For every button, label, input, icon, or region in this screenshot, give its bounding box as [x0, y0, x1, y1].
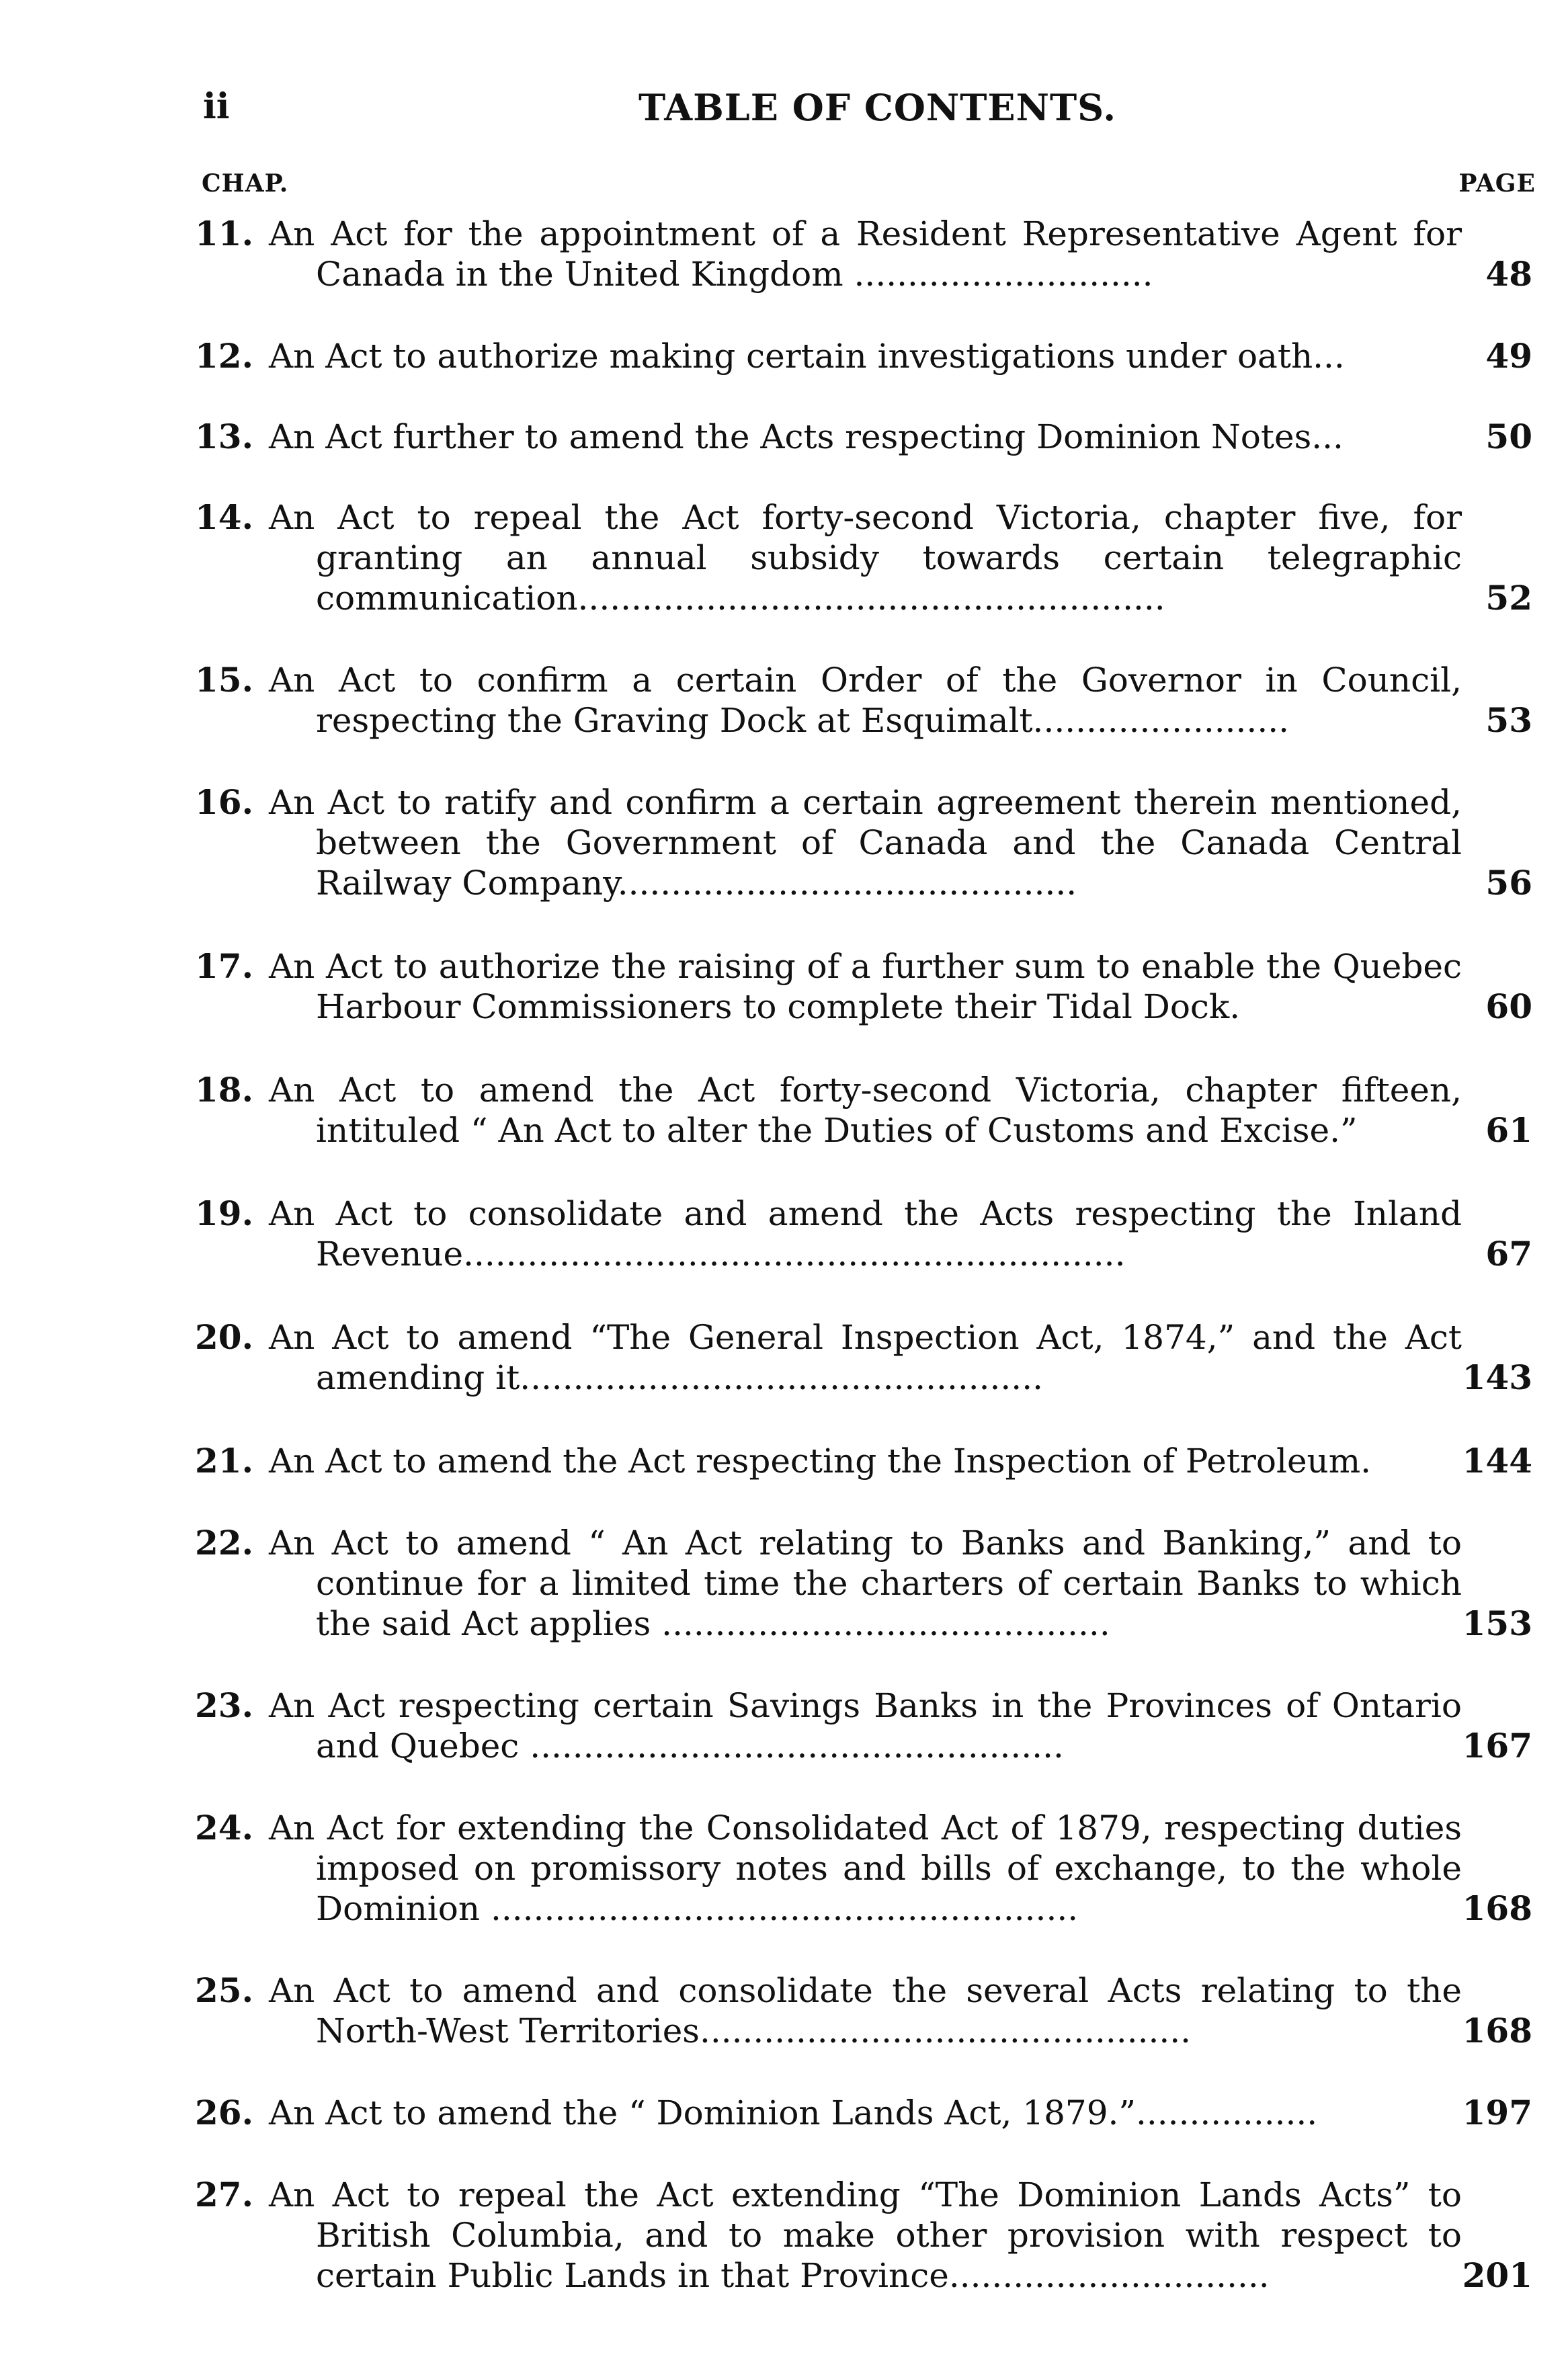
act-title: An Act to amend “The General Inspection Act, 1874,” and the Act amending it................................................. [269, 1318, 1462, 1397]
chapter-number: 22. [195, 1523, 253, 1563]
page-number: ii [203, 86, 230, 127]
chapter-number: 27. [195, 2175, 253, 2214]
page-reference: 49 [1485, 336, 1532, 376]
contents-entry [195, 1194, 1532, 1274]
contents-entry [195, 497, 1532, 618]
page-column-heading: PAGE [1458, 169, 1536, 198]
contents-entry [195, 417, 1532, 457]
chapter-number: 13. [195, 417, 253, 456]
page-reference: 143 [1462, 1358, 1532, 1397]
page-reference: 61 [1485, 1110, 1532, 1150]
column-headings [202, 169, 1536, 203]
act-title: An Act to confirm a certain Order of the Governor in Council, respecting the Graving Dock at Esquimalt........................ [269, 661, 1462, 740]
page-reference: 197 [1462, 2093, 1532, 2132]
page-title: TABLE OF CONTENTS. [638, 86, 1117, 129]
act-title: An Act to ratify and confirm a certain agreement therein mentioned, between the Government of Canada and the Canada Central Railway Company........................................... [269, 783, 1462, 903]
page-reference: 50 [1485, 417, 1532, 456]
act-title: An Act to repeal the Act forty-second Victoria, chapter five, for granting an annual subsidy towards certain telegraphic communication....................................................... [269, 498, 1462, 618]
contents-entry [195, 660, 1532, 741]
act-title: An Act to amend the Act respecting the Inspection of Petroleum. [269, 1442, 1372, 1481]
chapter-column-heading: CHAP. [202, 169, 289, 198]
contents-entry [195, 1523, 1532, 1644]
contents-entry [195, 214, 1532, 294]
contents-list [195, 214, 1532, 2296]
chapter-number: 12. [195, 336, 253, 376]
contents-entry [195, 1808, 1532, 1929]
act-title: An Act to amend and consolidate the several Acts relating to the North-West Territories.............................................. [269, 1971, 1462, 2050]
chapter-number: 24. [195, 1808, 253, 1847]
chapter-number: 25. [195, 1970, 253, 2010]
page-reference: 53 [1485, 700, 1532, 740]
act-title: An Act to authorize making certain investigations under oath... [269, 337, 1345, 376]
act-title: An Act to repeal the Act extending “The Dominion Lands Acts” to British Columbia, and to make other provision with respect to certain Public Lands in that Province.............................. [269, 2175, 1462, 2295]
contents-entry [195, 946, 1532, 1027]
chapter-number: 21. [195, 1441, 253, 1481]
contents-entry [195, 1441, 1532, 1481]
page-reference: 60 [1485, 987, 1532, 1026]
chapter-number: 16. [195, 782, 253, 822]
chapter-number: 19. [195, 1194, 253, 1233]
chapter-number: 11. [195, 214, 253, 253]
page-reference: 67 [1485, 1234, 1532, 1274]
page-reference: 153 [1462, 1604, 1532, 1643]
page-reference: 56 [1485, 863, 1532, 903]
page-reference: 168 [1462, 2011, 1532, 2050]
page-reference: 167 [1462, 1726, 1532, 1765]
chapter-number: 23. [195, 1686, 253, 1725]
page-reference: 48 [1485, 254, 1532, 294]
act-title: An Act to consolidate and amend the Acts respecting the Inland Revenue.............................................................. [269, 1194, 1462, 1274]
act-title: An Act further to amend the Acts respecting Dominion Notes... [269, 417, 1344, 456]
act-title: An Act to amend the Act forty-second Victoria, chapter fifteen, intituled “ An Act to alter the Duties of Customs and Excise.” [269, 1071, 1462, 1150]
act-title: An Act to amend the “ Dominion Lands Act, 1879.”................. [269, 2093, 1318, 2132]
page-header [195, 79, 1505, 133]
act-title: An Act respecting certain Savings Banks in the Provinces of Ontario and Quebec .................................................. [269, 1686, 1462, 1765]
chapter-number: 18. [195, 1070, 253, 1110]
chapter-number: 15. [195, 660, 253, 700]
contents-entry [195, 2175, 1532, 2296]
act-title: An Act for the appointment of a Resident Representative Agent for Canada in the United Kingdom ............................ [269, 214, 1462, 294]
contents-entry [195, 336, 1532, 376]
act-title: An Act for extending the Consolidated Act of 1879, respecting duties imposed on promissory notes and bills of exchange, to the whole Dominion ....................................................... [269, 1808, 1462, 1928]
page-reference: 201 [1462, 2255, 1532, 2295]
contents-entry [195, 1970, 1532, 2051]
contents-entry [195, 1070, 1532, 1151]
chapter-number: 20. [195, 1317, 253, 1357]
chapter-number: 17. [195, 946, 253, 986]
contents-entry [195, 1686, 1532, 1766]
page-reference: 52 [1485, 578, 1532, 618]
page-reference: 144 [1462, 1441, 1532, 1481]
page-reference: 168 [1462, 1888, 1532, 1928]
act-title: An Act to authorize the raising of a further sum to enable the Quebec Harbour Commissioners to complete their Tidal Dock. [269, 947, 1462, 1026]
contents-entry [195, 782, 1532, 903]
act-title: An Act to amend “ An Act relating to Banks and Banking,” and to continue for a limited time the charters of certain Banks to which the said Act applies .......................................... [269, 1524, 1462, 1643]
contents-entry [195, 2093, 1532, 2133]
chapter-number: 26. [195, 2093, 253, 2132]
contents-entry [195, 1317, 1532, 1398]
chapter-number: 14. [195, 497, 253, 537]
